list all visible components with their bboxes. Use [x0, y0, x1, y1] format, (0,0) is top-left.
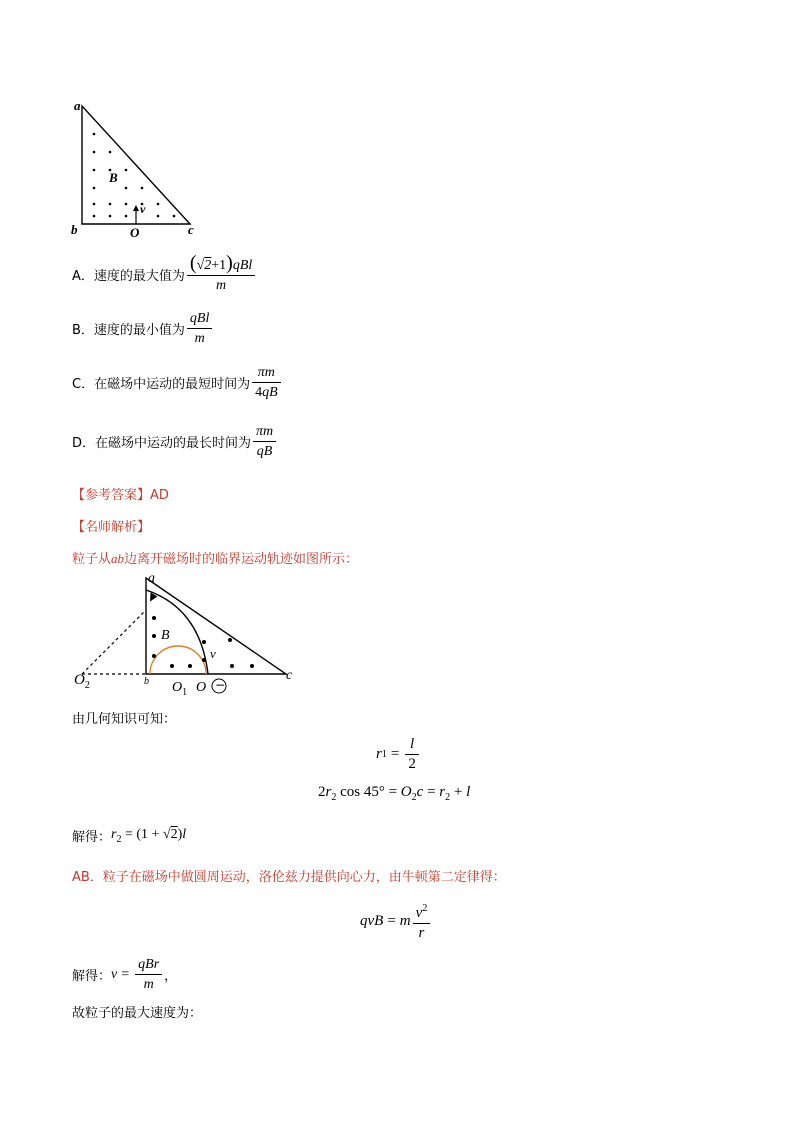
eq-r2-cos: $2r_2$ $\cos 45^\circ = O_2c = r_2 + l$	[318, 784, 471, 803]
fig2-label-B: B	[161, 628, 170, 643]
option-a-text: A．速度的最大值为	[72, 268, 185, 284]
fig1-label-a: a	[74, 98, 81, 113]
eq-r1: r 1 = $\frac{l}{2}$	[376, 736, 421, 773]
figure-triangle-field	[66, 98, 206, 238]
analysis-label: 【名师解析】	[72, 520, 151, 535]
option-c-formula: $\frac{\pi m}{4qB}$	[252, 364, 281, 401]
option-b-text: B．速度的最小值为	[72, 322, 185, 338]
fig2-label-a: a	[148, 571, 155, 586]
fig2-minus-sign: −	[215, 678, 226, 692]
option-d-formula: $\frac{\pi m}{qB}$	[253, 423, 276, 460]
option-c	[72, 362, 283, 402]
option-a	[72, 251, 257, 294]
option-a-formula: $\frac{\text{(√2+1)qBl}}{m}$	[187, 255, 255, 294]
answer-line	[72, 484, 169, 503]
option-d-text: D．在磁场中运动的最长时间为	[72, 435, 252, 451]
fig2-label-O1: $O_1$	[172, 680, 188, 698]
option-c-text: C．在磁场中运动的最短时间为	[72, 376, 251, 392]
fig2-label-b: b	[144, 676, 149, 687]
ab-line: AB．粒子在磁场中做圆周运动，洛伦兹力提供向心力，由牛顿第二定律得：	[72, 870, 506, 885]
fig2-label-v: v	[210, 646, 216, 661]
edge-ab: ab	[111, 551, 125, 566]
option-b	[72, 308, 214, 348]
solve-r2: 解得： $r_2 = (1 + √2)l$	[72, 826, 187, 845]
geometry-line: 由几何知识可知：	[72, 712, 177, 727]
fig2-label-O: O	[196, 680, 207, 695]
figure-critical-trajectory	[72, 570, 302, 695]
eq-lorentz: qvB = m $\frac{v^2}{r}$	[360, 900, 432, 942]
fig1-label-v: v	[140, 202, 146, 216]
solve-v: 解得： v = $\frac{\text{qBr}}{m}$ ，	[72, 957, 178, 992]
fig1-label-B: B	[109, 170, 118, 185]
option-b-formula: $\frac{\text{qBl}}{m}$	[187, 310, 212, 347]
fig1-label-O: O	[130, 225, 140, 240]
option-d	[72, 421, 278, 461]
fig2-label-O2: $O_2$	[74, 672, 90, 691]
fig1-label-c: c	[188, 222, 194, 237]
fig1-label-b: b	[71, 222, 78, 237]
answer-value: AD	[150, 488, 169, 503]
answer-label: 【参考答案】	[72, 488, 151, 503]
analysis-intro: 粒子从ab边离开磁场时的临界运动轨迹如图所示：	[72, 551, 359, 567]
final-line: 故粒子的最大速度为：	[72, 1006, 203, 1021]
fig2-label-c: c	[286, 668, 293, 683]
